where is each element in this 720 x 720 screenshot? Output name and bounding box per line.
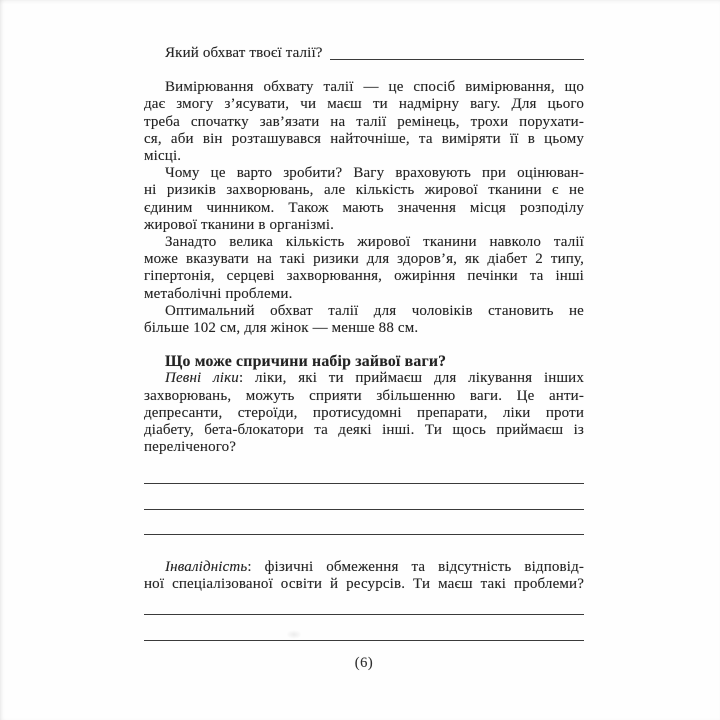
italic-lead: Інвалідність [165, 558, 248, 575]
paragraph-disability [144, 559, 584, 593]
text-line: ся, аби він розташувався найточніше, та виміряти її в цьому [144, 130, 584, 147]
text-line: ної спеціалізованої освіти й ресурсів. Ти маєш такі проблеми? [144, 576, 584, 593]
answer-lines-disability [144, 593, 584, 641]
page-column [144, 45, 584, 672]
text-line: Занадто велика кількість жирової тканини навколо талії [165, 234, 584, 251]
paragraph-optimal-waist [144, 303, 584, 337]
answer-line[interactable] [144, 615, 584, 641]
paragraph-health-risks [144, 234, 584, 303]
text-line: Оптимальний обхват талії для чоловіків становить не [165, 302, 584, 319]
text-line: більше 102 см, для жінок — менше 88 см. [144, 320, 419, 337]
question-label: Який обхват твоєї талії? [165, 44, 323, 61]
text-line: Інвалідність: фізичні обмеження та відсутність відповід- [165, 558, 584, 575]
text-line: дає змогу з’ясувати, чи маєш ти надмірну вагу. Для цього [144, 96, 584, 113]
paragraph-why-measure [144, 165, 584, 234]
text-line: може вказувати на такі ризики для здоров’я, як діабет 2 типу, [144, 251, 584, 268]
answer-line[interactable] [144, 593, 584, 615]
section-heading: Що може спричини набір зайвої ваги? [165, 353, 447, 371]
text-line: місці. [144, 148, 182, 164]
text-line: депресанти, стероїди, протисудомні препарати, ліки проти [144, 404, 584, 421]
text-line: Вимірювання обхвату талії — це спосіб вимірювання, що [165, 79, 584, 96]
text-line: жирової тканини в організмі. [144, 216, 335, 233]
paragraph-medications [144, 370, 584, 456]
text-line: треба спочатку зав’язати на талії ремінець, трохи порухати- [144, 113, 584, 130]
page-number: (6) [354, 654, 374, 671]
text-line: Чому це варто зробити? Вагу враховують при оцінюван- [165, 165, 584, 182]
answer-line[interactable] [144, 484, 584, 510]
text-line: ні ризиків захворювань, але кількість жирової тканини є не [144, 182, 584, 199]
italic-lead: Певні ліки [165, 370, 239, 387]
text-line: діабету, бета-блокатори та деякі інші. Ти щось приймаєш із [144, 422, 584, 439]
answer-line[interactable] [144, 510, 584, 535]
text-line: єдиним чинником. Також мають значення місця розподілу [144, 199, 584, 216]
question-row [144, 45, 584, 62]
answer-lines-medications [144, 456, 584, 535]
paragraph-waist-measurement [144, 79, 584, 165]
text-line: переліченого? [144, 439, 237, 456]
question-answer-line[interactable] [330, 59, 584, 60]
text-line: Певні ліки: ліки, які ти приймаєш для лікування інших [165, 370, 584, 387]
text-line: захворювань, можуть сприяти збільшенню ваги. Це анти- [144, 387, 584, 404]
answer-line[interactable] [144, 456, 584, 484]
text-line: метаболічні проблеми. [144, 285, 293, 302]
text-line: гіпертонія, серцеві захворювання, ожиріння печінки та інші [144, 268, 584, 285]
scan-smudge [286, 630, 302, 639]
